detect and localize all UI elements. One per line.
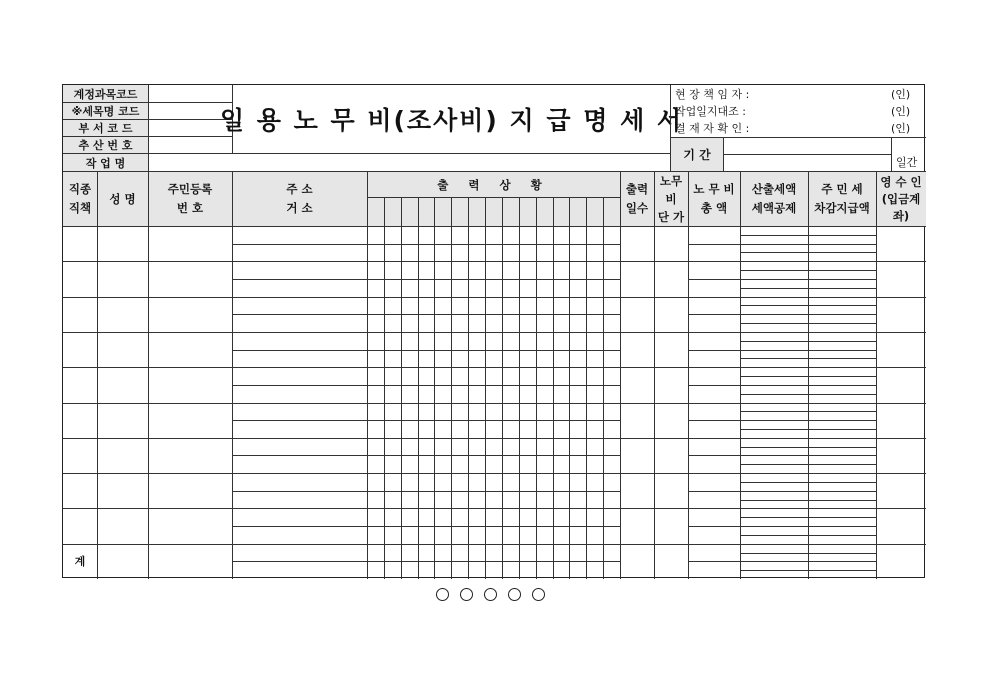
grid-line bbox=[740, 235, 876, 236]
grid-line bbox=[688, 244, 876, 245]
grid-line bbox=[418, 197, 419, 579]
grid-line bbox=[97, 172, 98, 579]
grid-line bbox=[553, 197, 554, 579]
col-resident-line1: 주민등록 bbox=[167, 182, 213, 196]
grid-line bbox=[740, 341, 876, 342]
col-receipt-header bbox=[876, 172, 926, 226]
grid-line bbox=[63, 403, 232, 404]
col-job-header bbox=[63, 172, 97, 226]
grid-line bbox=[232, 403, 620, 404]
grid-line bbox=[620, 544, 688, 545]
footer-circles bbox=[436, 588, 545, 601]
grid-line bbox=[232, 491, 620, 492]
grid-line bbox=[63, 332, 232, 333]
grid-line bbox=[232, 473, 620, 474]
grid-line bbox=[485, 197, 486, 579]
site-manager-seal[interactable]: (인) bbox=[891, 88, 911, 101]
col-job-line2: 직책 bbox=[68, 201, 92, 215]
site-manager-label: 현 장 책 임 자 : bbox=[675, 88, 750, 101]
period-label: 기 간 bbox=[671, 138, 723, 171]
grid-line bbox=[620, 297, 688, 298]
est-no-field[interactable] bbox=[148, 136, 232, 153]
col-unit-price-line1: 노무 bbox=[659, 174, 683, 188]
grid-line bbox=[232, 526, 620, 527]
grid-line bbox=[620, 261, 688, 262]
grid-line bbox=[740, 394, 876, 395]
grid-line bbox=[688, 544, 876, 545]
grid-line bbox=[620, 403, 688, 404]
col-resident-line2: 번 호 bbox=[176, 201, 204, 215]
grid-line bbox=[232, 385, 620, 386]
col-attendance-text: 출 력 상 황 bbox=[437, 177, 550, 192]
grid-line bbox=[688, 491, 876, 492]
grid-line bbox=[232, 420, 620, 421]
account-code-field[interactable] bbox=[148, 85, 232, 102]
grid-line bbox=[63, 544, 232, 545]
grid-line bbox=[232, 367, 620, 368]
grid-line bbox=[232, 244, 620, 245]
grid-line bbox=[740, 447, 876, 448]
work-name-field[interactable] bbox=[148, 154, 670, 171]
grid-line bbox=[232, 314, 620, 315]
grid-line bbox=[586, 197, 587, 579]
col-address-header bbox=[232, 172, 367, 226]
grid-line bbox=[620, 508, 688, 509]
grid-line bbox=[876, 261, 926, 262]
grid-line bbox=[232, 172, 233, 579]
grid-line bbox=[63, 367, 232, 368]
grid-line bbox=[740, 411, 876, 412]
footer-circle bbox=[484, 588, 497, 601]
col-attendance-header bbox=[367, 173, 620, 197]
grid-line bbox=[876, 438, 926, 439]
grid-line bbox=[740, 535, 876, 536]
grid-line bbox=[876, 473, 926, 474]
col-unit-price-header bbox=[654, 172, 688, 226]
col-tax-header bbox=[740, 172, 808, 226]
footer-circle bbox=[460, 588, 473, 601]
col-job-line1: 직종 bbox=[68, 182, 92, 196]
grid-line bbox=[688, 261, 876, 262]
grid-line bbox=[876, 367, 926, 368]
grid-line bbox=[63, 508, 232, 509]
grid-line bbox=[688, 314, 876, 315]
col-tax-line1: 산출세액 bbox=[751, 182, 797, 196]
col-address-line1: 주 소 bbox=[286, 182, 313, 196]
grid-line bbox=[740, 305, 876, 306]
grid-line bbox=[468, 197, 469, 579]
grid-line bbox=[569, 197, 570, 579]
grid-line bbox=[688, 350, 876, 351]
grid-line bbox=[740, 358, 876, 359]
grid-line bbox=[740, 553, 876, 554]
account-code-label: 계정과목코드 bbox=[73, 87, 138, 101]
grid-line bbox=[876, 544, 926, 545]
grid-line bbox=[63, 297, 232, 298]
grid-line bbox=[367, 172, 368, 579]
col-unit-price-line3: 단 가 bbox=[657, 210, 685, 224]
grid-line bbox=[688, 332, 876, 333]
col-receipt-line1: 영 수 인 bbox=[880, 174, 922, 189]
col-receipt-line3: 좌) bbox=[892, 208, 910, 223]
grid-line bbox=[401, 197, 402, 579]
grid-line bbox=[232, 332, 620, 333]
grid-line bbox=[603, 197, 604, 579]
grid-line bbox=[740, 270, 876, 271]
grid-line bbox=[688, 438, 876, 439]
col-resident-tax-header bbox=[808, 172, 876, 226]
col-days-header bbox=[620, 172, 654, 226]
grid-line bbox=[502, 197, 503, 579]
grid-line bbox=[740, 464, 876, 465]
grid-line bbox=[434, 197, 435, 579]
grid-line bbox=[688, 367, 876, 368]
dept-code-label: 부 서 코 드 bbox=[78, 121, 133, 135]
grid-line bbox=[232, 261, 620, 262]
grid-line bbox=[451, 197, 452, 579]
grid-line bbox=[232, 350, 620, 351]
col-total-header bbox=[688, 172, 740, 226]
grid-line bbox=[232, 438, 620, 439]
grid-line bbox=[232, 508, 620, 509]
grid-line bbox=[876, 297, 926, 298]
grid-line bbox=[536, 197, 537, 579]
grid-line bbox=[688, 508, 876, 509]
grid-line bbox=[688, 455, 876, 456]
payment-statement-form bbox=[62, 84, 925, 578]
period-end-field[interactable] bbox=[724, 155, 891, 171]
grid-line bbox=[688, 420, 876, 421]
grid-line bbox=[232, 279, 620, 280]
grid-line bbox=[63, 438, 232, 439]
grid-line bbox=[519, 197, 520, 579]
grid-line bbox=[688, 403, 876, 404]
period-unit: 일간 bbox=[896, 156, 918, 169]
approver-label: 결 재 자 확 인 : bbox=[675, 122, 750, 135]
grid-line bbox=[148, 172, 149, 579]
col-name-header bbox=[97, 172, 148, 226]
grid-line bbox=[620, 438, 688, 439]
worklog-check-label: 작업일지대조 : bbox=[675, 105, 746, 118]
grid-line bbox=[876, 508, 926, 509]
col-days-line2: 일수 bbox=[625, 201, 649, 215]
grid-line bbox=[63, 261, 232, 262]
grid-line bbox=[740, 570, 876, 571]
grid-line bbox=[740, 288, 876, 289]
footer-circle bbox=[508, 588, 521, 601]
grid-line bbox=[620, 367, 688, 368]
col-resident-header bbox=[148, 172, 232, 226]
grid-line bbox=[740, 482, 876, 483]
item-code-label: ※세목명 코드 bbox=[71, 104, 140, 118]
grid-line bbox=[740, 429, 876, 430]
grid-line bbox=[688, 297, 876, 298]
col-receipt-line2: (입금계 bbox=[881, 191, 921, 206]
period-start-field[interactable] bbox=[724, 138, 891, 154]
grid-line bbox=[620, 473, 688, 474]
grid-line bbox=[876, 332, 926, 333]
total-row-label: 계 bbox=[74, 555, 86, 568]
grid-line bbox=[63, 473, 232, 474]
grid-line bbox=[654, 172, 655, 579]
grid-line bbox=[688, 279, 876, 280]
footer-circle bbox=[532, 588, 545, 601]
grid-line bbox=[688, 473, 876, 474]
approver-seal[interactable]: (인) bbox=[891, 122, 911, 135]
col-total-line1: 노 무 비 bbox=[693, 182, 735, 196]
document-title: 일 용 노 무 비(조사비) 지 급 명 세 서 bbox=[219, 106, 684, 135]
col-days-line1: 출력 bbox=[625, 182, 649, 196]
grid-line bbox=[688, 526, 876, 527]
grid-line bbox=[232, 544, 620, 545]
col-tax-line2: 세액공제 bbox=[751, 201, 797, 215]
grid-line bbox=[620, 332, 688, 333]
col-resident-tax-line2: 차감지급액 bbox=[814, 201, 870, 215]
col-total-line2: 총 액 bbox=[700, 201, 728, 215]
grid-line bbox=[688, 172, 689, 579]
grid-line bbox=[740, 500, 876, 501]
grid-line bbox=[232, 297, 620, 298]
col-unit-price-line2: 비 bbox=[665, 192, 677, 206]
grid-line bbox=[232, 561, 620, 562]
grid-line bbox=[688, 561, 876, 562]
worklog-check-seal[interactable]: (인) bbox=[891, 105, 911, 118]
grid-line bbox=[876, 172, 877, 579]
grid-line bbox=[620, 172, 621, 579]
grid-line bbox=[740, 376, 876, 377]
grid-line bbox=[367, 197, 620, 198]
grid-line bbox=[63, 226, 926, 227]
grid-line bbox=[232, 455, 620, 456]
col-resident-tax-line1: 주 민 세 bbox=[821, 182, 863, 196]
grid-line bbox=[740, 517, 876, 518]
col-address-line2: 거 소 bbox=[286, 201, 313, 215]
col-name-text: 성 명 bbox=[109, 191, 136, 206]
grid-line bbox=[876, 403, 926, 404]
grid-line bbox=[688, 385, 876, 386]
est-no-label: 추 산 번 호 bbox=[78, 138, 133, 152]
work-name-label: 작 업 명 bbox=[85, 156, 126, 170]
grid-line bbox=[740, 252, 876, 253]
grid-line bbox=[384, 197, 385, 579]
footer-circle bbox=[436, 588, 449, 601]
grid-line bbox=[740, 323, 876, 324]
